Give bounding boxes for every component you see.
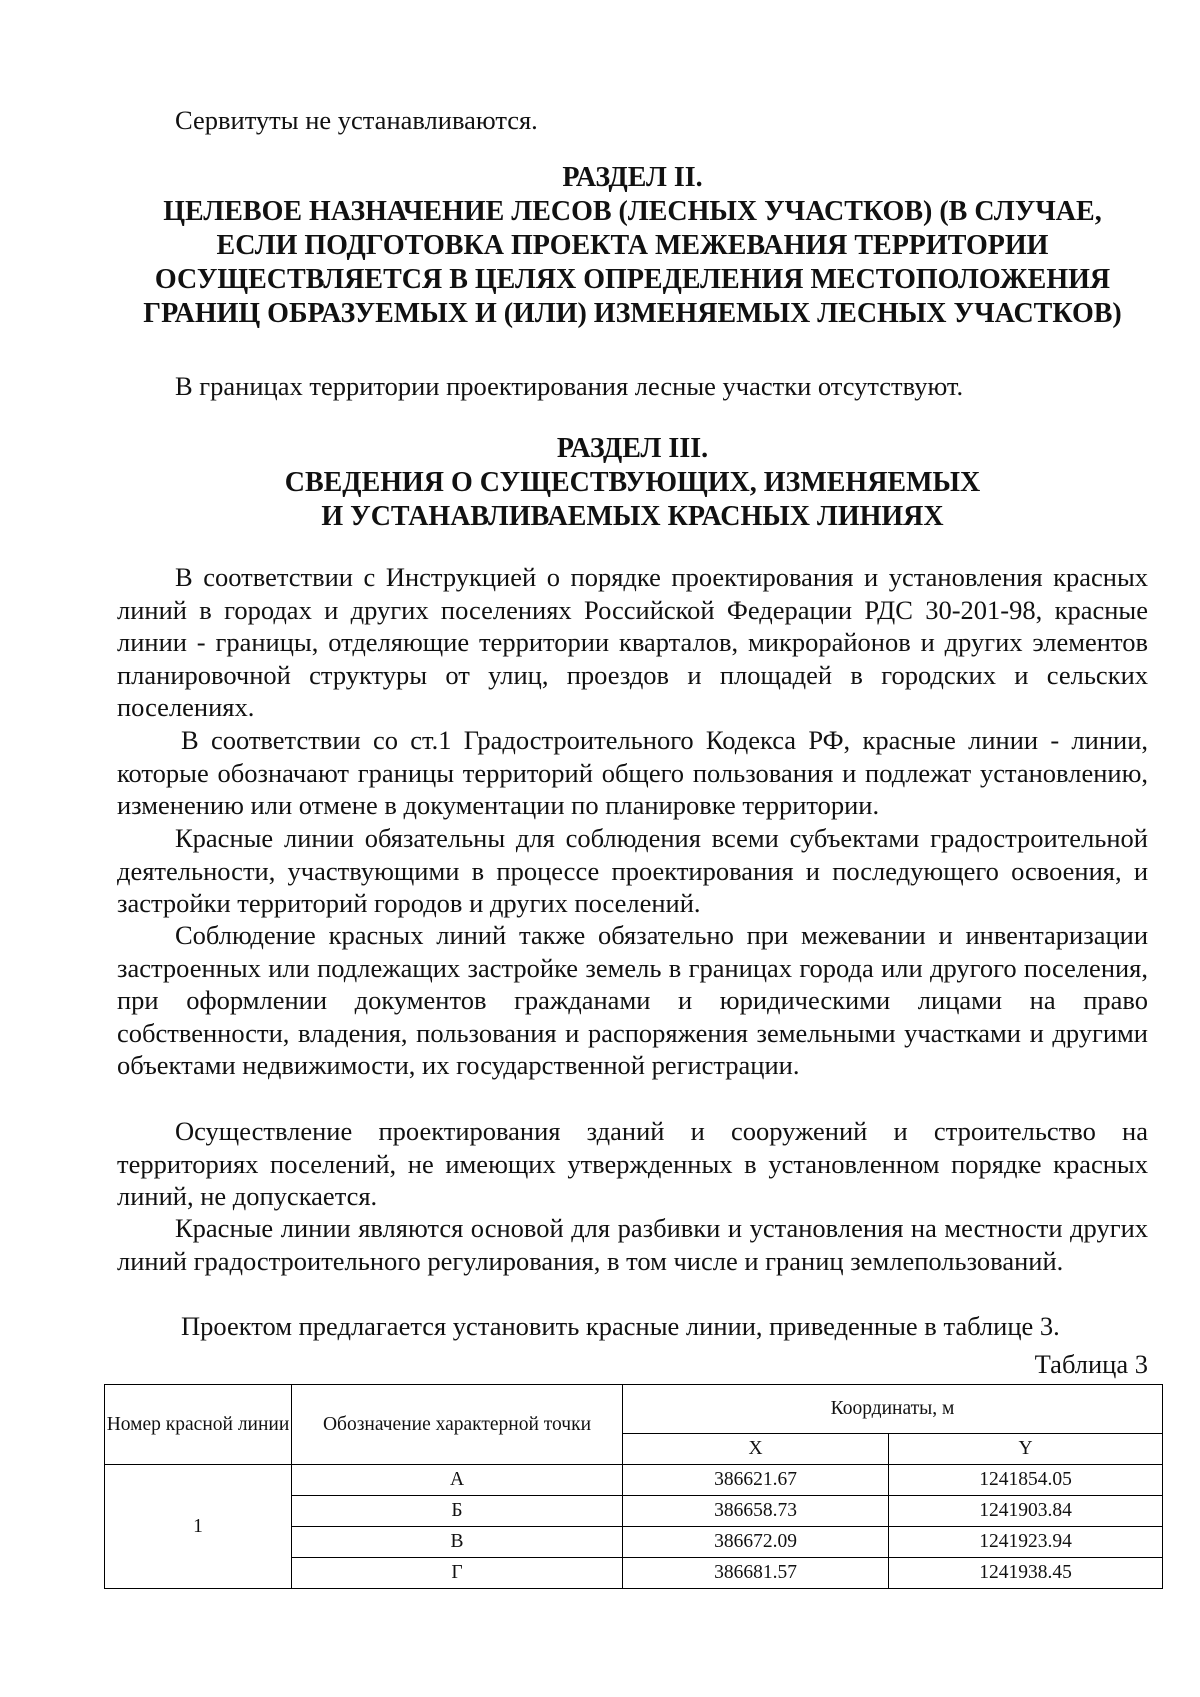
section-3-heading-line: СВЕДЕНИЯ О СУЩЕСТВУЮЩИХ, ИЗМЕНЯЕМЫХ	[284, 467, 981, 498]
x-cell: 386621.67	[623, 1465, 889, 1496]
x-cell: 386681.57	[623, 1558, 889, 1589]
header-coordinates: Координаты, м	[623, 1385, 1163, 1434]
section-3-heading-line: РАЗДЕЛ III.	[556, 433, 709, 464]
header-point-label: Обозначение характерной точки	[292, 1385, 623, 1465]
table-row	[105, 1465, 1163, 1496]
paragraph: Красные линии обязательны для соблюдения всеми субъектами градостроительной деятельности, участвующими в процессе проектирования и последующего освоения, и застройки территорий городов и других поселений.	[117, 823, 1148, 918]
y-cell: 1241938.45	[889, 1558, 1163, 1589]
x-cell: 386658.73	[623, 1496, 889, 1527]
section-2-heading-line: ОСУЩЕСТВЛЯЕТСЯ В ЦЕЛЯХ ОПРЕДЕЛЕНИЯ МЕСТОПОЛОЖЕНИЯ	[154, 264, 1111, 295]
table-header-row	[105, 1385, 1163, 1434]
paragraph: В соответствии со ст.1 Градостроительного Кодекса РФ, красные линии - линии, которые обозначают границы территорий общего пользования и подлежат установлению, изменению или отмене в документации по планировке территории.	[117, 725, 1148, 820]
point-cell: Г	[292, 1558, 623, 1589]
paragraph: Красные линии являются основой для разбивки и установления на местности других линий градостроительного регулирования, в том числе и границ землепользований.	[117, 1213, 1148, 1276]
section-2-heading-line: ГРАНИЦ ОБРАЗУЕМЫХ И (ИЛИ) ИЗМЕНЯЕМЫХ ЛЕСНЫХ УЧАСТКОВ)	[143, 298, 1122, 329]
section-2-heading-line: ЦЕЛЕВОЕ НАЗНАЧЕНИЕ ЛЕСОВ (ЛЕСНЫХ УЧАСТКОВ) (В СЛУЧАЕ,	[163, 196, 1102, 227]
paragraph: В соответствии с Инструкцией о порядке проектирования и установления красных линий в городах и других поселениях Российской Федерации РДС 30-201-98, красные линии - границы, отделяющие территории кварталов, микрорайонов и других элементов планировочной структуры от улиц, проездов и площадей в городских и сельских поселениях.	[117, 562, 1148, 722]
section-3-heading	[117, 432, 1148, 534]
header-line-number: Номер красной линии	[105, 1385, 292, 1465]
section-2-heading-line: РАЗДЕЛ II.	[562, 162, 703, 193]
table-caption: Таблица 3	[1034, 1349, 1148, 1379]
red-lines-table	[104, 1384, 1163, 1589]
point-cell: Б	[292, 1496, 623, 1527]
paragraph: Осуществление проектирования зданий и сооружений и строительство на территориях поселений, не имеющих утвержденных в установленном порядке красных линий, не допускается.	[117, 1116, 1148, 1211]
header-x: X	[623, 1434, 889, 1465]
x-cell: 386672.09	[623, 1527, 889, 1558]
point-cell: А	[292, 1465, 623, 1496]
y-cell: 1241923.94	[889, 1527, 1163, 1558]
y-cell: 1241903.84	[889, 1496, 1163, 1527]
y-cell: 1241854.05	[889, 1465, 1163, 1496]
section-3-heading-line: И УСТАНАВЛИВАЕМЫХ КРАСНЫХ ЛИНИЯХ	[321, 501, 944, 532]
section-2-heading-line: ЕСЛИ ПОДГОТОВКА ПРОЕКТА МЕЖЕВАНИЯ ТЕРРИТОРИИ	[216, 230, 1049, 261]
header-y: Y	[889, 1434, 1163, 1465]
paragraph: Соблюдение красных линий также обязательно при межевании и инвентаризации застроенных или подлежащих застройке земель в границах города или другого поселения, при оформлении документов гражданами и юридическими лицами на право собственности, владения, пользования и распоряжения земельными участками и другими объектами недвижимости, их государственной регистрации.	[117, 920, 1148, 1080]
point-cell: В	[292, 1527, 623, 1558]
servitude-note: Сервитуты не устанавливаются.	[175, 105, 538, 135]
paragraph: Проектом предлагается установить красные линии, приведенные в таблице 3.	[181, 1311, 1060, 1341]
section-2-text: В границах территории проектирования лесные участки отсутствуют.	[175, 371, 964, 401]
line-number-cell: 1	[105, 1465, 292, 1589]
section-2-heading	[117, 161, 1148, 331]
